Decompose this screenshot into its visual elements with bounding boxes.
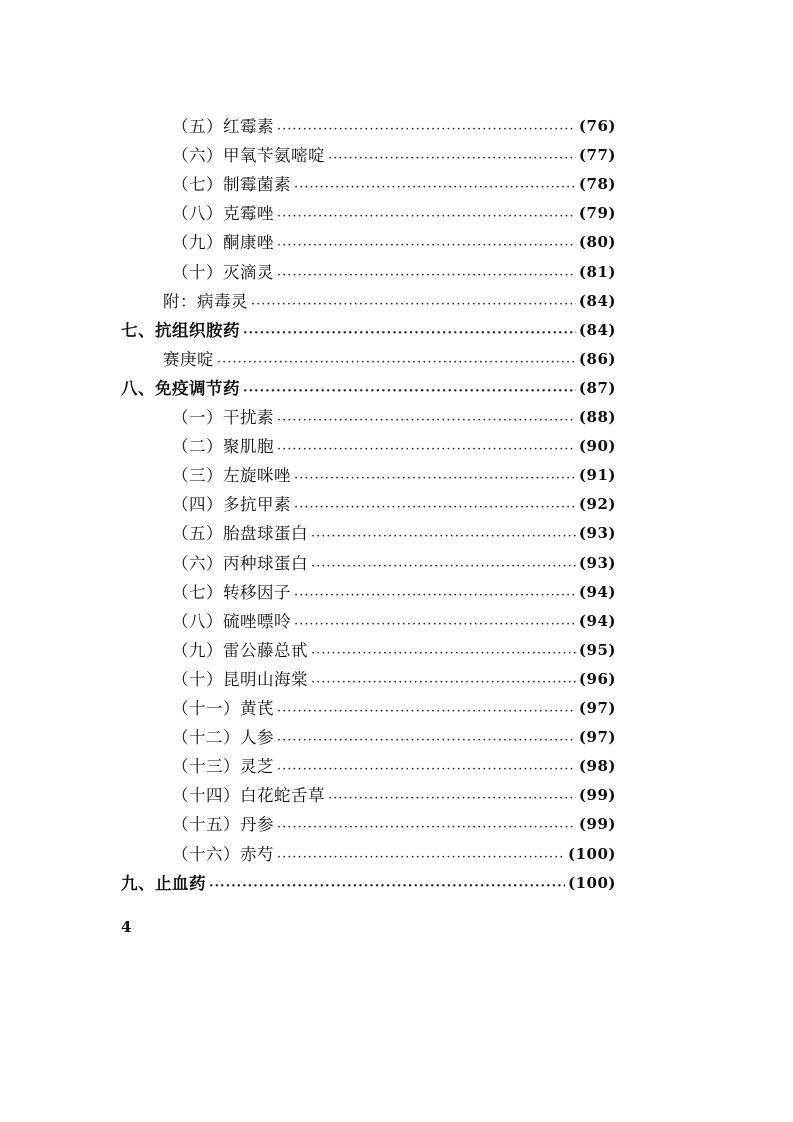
dot-leader — [277, 261, 576, 290]
toc-entry-page: (78) — [578, 175, 616, 194]
toc-entry[interactable] — [172, 636, 616, 665]
dot-leader — [277, 697, 576, 726]
dot-leader — [251, 290, 576, 319]
dot-leader — [243, 377, 576, 406]
dot-leader — [294, 610, 576, 639]
toc-entry-page: (95) — [578, 640, 616, 659]
toc-entry-page: (91) — [578, 466, 616, 485]
toc-entry-label: （十五）丹参 — [172, 815, 274, 835]
toc-entry-page: (96) — [578, 669, 616, 688]
toc-entry-page: (92) — [578, 495, 616, 514]
toc-entry[interactable] — [172, 258, 616, 287]
toc-entry-page: (81) — [578, 262, 616, 281]
dot-leader — [294, 493, 576, 522]
toc-entry-page: (100) — [567, 873, 616, 892]
dot-leader — [328, 144, 576, 173]
toc-entry[interactable] — [172, 810, 616, 839]
toc-entry-label: （十一）黄芪 — [172, 699, 274, 718]
toc-entry-page: (94) — [578, 582, 616, 601]
dot-leader — [311, 552, 576, 581]
toc-entry[interactable] — [172, 840, 616, 869]
dot-leader — [277, 813, 576, 842]
toc-entry-page: (76) — [578, 117, 616, 135]
dot-leader — [311, 522, 576, 551]
dot-leader — [277, 115, 576, 144]
dot-leader — [328, 784, 576, 813]
toc-entry[interactable] — [172, 461, 616, 490]
dot-leader — [277, 843, 565, 872]
toc-entry[interactable] — [172, 607, 616, 636]
page-number: 4 — [121, 918, 132, 936]
dot-leader — [243, 319, 576, 348]
toc-entry-page: (97) — [578, 728, 616, 747]
toc-entry-label: （七）转移因子 — [172, 582, 291, 602]
dot-leader — [217, 348, 576, 377]
toc-entry-label: （九）雷公藤总甙 — [172, 640, 308, 660]
toc-entry-label: 附：病毒灵 — [163, 291, 248, 311]
dot-leader — [277, 202, 576, 231]
toc-entry-page: (80) — [578, 233, 616, 252]
toc-entry-label: （十二）人参 — [172, 728, 274, 748]
toc-entry-label: 八、免疫调节药 — [121, 378, 240, 398]
toc-entry-label: （五）红霉素 — [172, 117, 274, 136]
toc-entry[interactable] — [121, 316, 616, 345]
toc-entry[interactable] — [121, 869, 616, 898]
toc-entry-label: （四）多抗甲素 — [172, 495, 291, 515]
dot-leader — [277, 406, 576, 435]
toc-entry[interactable] — [172, 694, 616, 723]
toc-entry-page: (93) — [578, 524, 616, 543]
dot-leader — [294, 173, 576, 202]
toc-entry[interactable] — [172, 519, 616, 548]
toc-entry-page: (90) — [578, 437, 616, 456]
dot-leader — [294, 464, 576, 493]
toc-entry[interactable] — [163, 287, 616, 316]
toc-entry[interactable] — [172, 112, 616, 141]
toc-entry[interactable] — [172, 403, 616, 432]
toc-entry-label: （七）制霉菌素 — [172, 175, 291, 195]
toc-entry[interactable] — [172, 723, 616, 752]
toc-entry-label: 赛庚啶 — [163, 349, 214, 369]
toc-entry[interactable] — [163, 345, 616, 374]
toc-entry[interactable] — [172, 170, 616, 199]
toc-entry[interactable] — [172, 490, 616, 519]
toc-entry-label: （十）灭滴灵 — [172, 262, 274, 282]
toc-entry-label: （三）左旋咪唑 — [172, 466, 291, 486]
toc-entry-label: 七、抗组织胺药 — [121, 320, 240, 340]
toc-entry-page: (86) — [578, 349, 616, 368]
toc-entry[interactable] — [172, 141, 616, 170]
toc-entry-label: 九、止血药 — [121, 873, 206, 893]
toc-entry-page: (87) — [578, 378, 616, 397]
toc-entry-label: （十四）白花蛇舌草 — [172, 786, 325, 806]
toc-entry[interactable] — [172, 199, 616, 228]
dot-leader — [277, 231, 576, 260]
toc-entry[interactable] — [172, 549, 616, 578]
toc-entry-page: (99) — [578, 815, 616, 834]
toc-entry-page: (84) — [578, 320, 616, 339]
toc-entry[interactable] — [172, 432, 616, 461]
dot-leader — [277, 435, 576, 464]
dot-leader — [294, 581, 576, 610]
toc-entry-page: (97) — [578, 699, 616, 717]
toc-entry[interactable] — [172, 752, 616, 781]
toc-entry[interactable] — [172, 665, 616, 694]
toc-entry-label: （六）甲氧苄氨嘧啶 — [172, 146, 325, 166]
toc-entry-label: （一）干扰素 — [172, 408, 274, 427]
toc-entry-page: (84) — [578, 291, 616, 310]
dot-leader — [277, 726, 576, 755]
toc-entry[interactable] — [172, 228, 616, 257]
toc-entry-page: (100) — [567, 844, 616, 863]
toc-entry-label: （二）聚肌胞 — [172, 437, 274, 457]
toc-entry-label: （十六）赤芍 — [172, 844, 274, 864]
dot-leader — [277, 755, 576, 784]
toc-entry-label: （八）克霉唑 — [172, 204, 274, 224]
toc-entry-page: (79) — [578, 204, 616, 223]
toc-entry-page: (94) — [578, 611, 616, 630]
toc-entry[interactable] — [172, 781, 616, 810]
toc-entry-label: （十）昆明山海棠 — [172, 669, 308, 689]
dot-leader — [209, 872, 565, 901]
toc-entry[interactable] — [172, 578, 616, 607]
toc-entry-label: （八）硫唑嘌呤 — [172, 611, 291, 631]
toc-entry-page: (93) — [578, 553, 616, 572]
toc-entry[interactable] — [121, 374, 616, 403]
toc-entry-label: （六）丙种球蛋白 — [172, 553, 308, 573]
toc-entry-page: (99) — [578, 786, 616, 805]
dot-leader — [311, 668, 576, 697]
toc-entry-page: (98) — [578, 757, 616, 776]
toc-entry-page: (88) — [578, 408, 616, 426]
dot-leader — [311, 639, 576, 668]
toc-entry-label: （九）酮康唑 — [172, 233, 274, 253]
toc-entry-label: （十三）灵芝 — [172, 757, 274, 777]
toc-entry-label: （五）胎盘球蛋白 — [172, 524, 308, 544]
toc-entry-page: (77) — [578, 146, 616, 165]
